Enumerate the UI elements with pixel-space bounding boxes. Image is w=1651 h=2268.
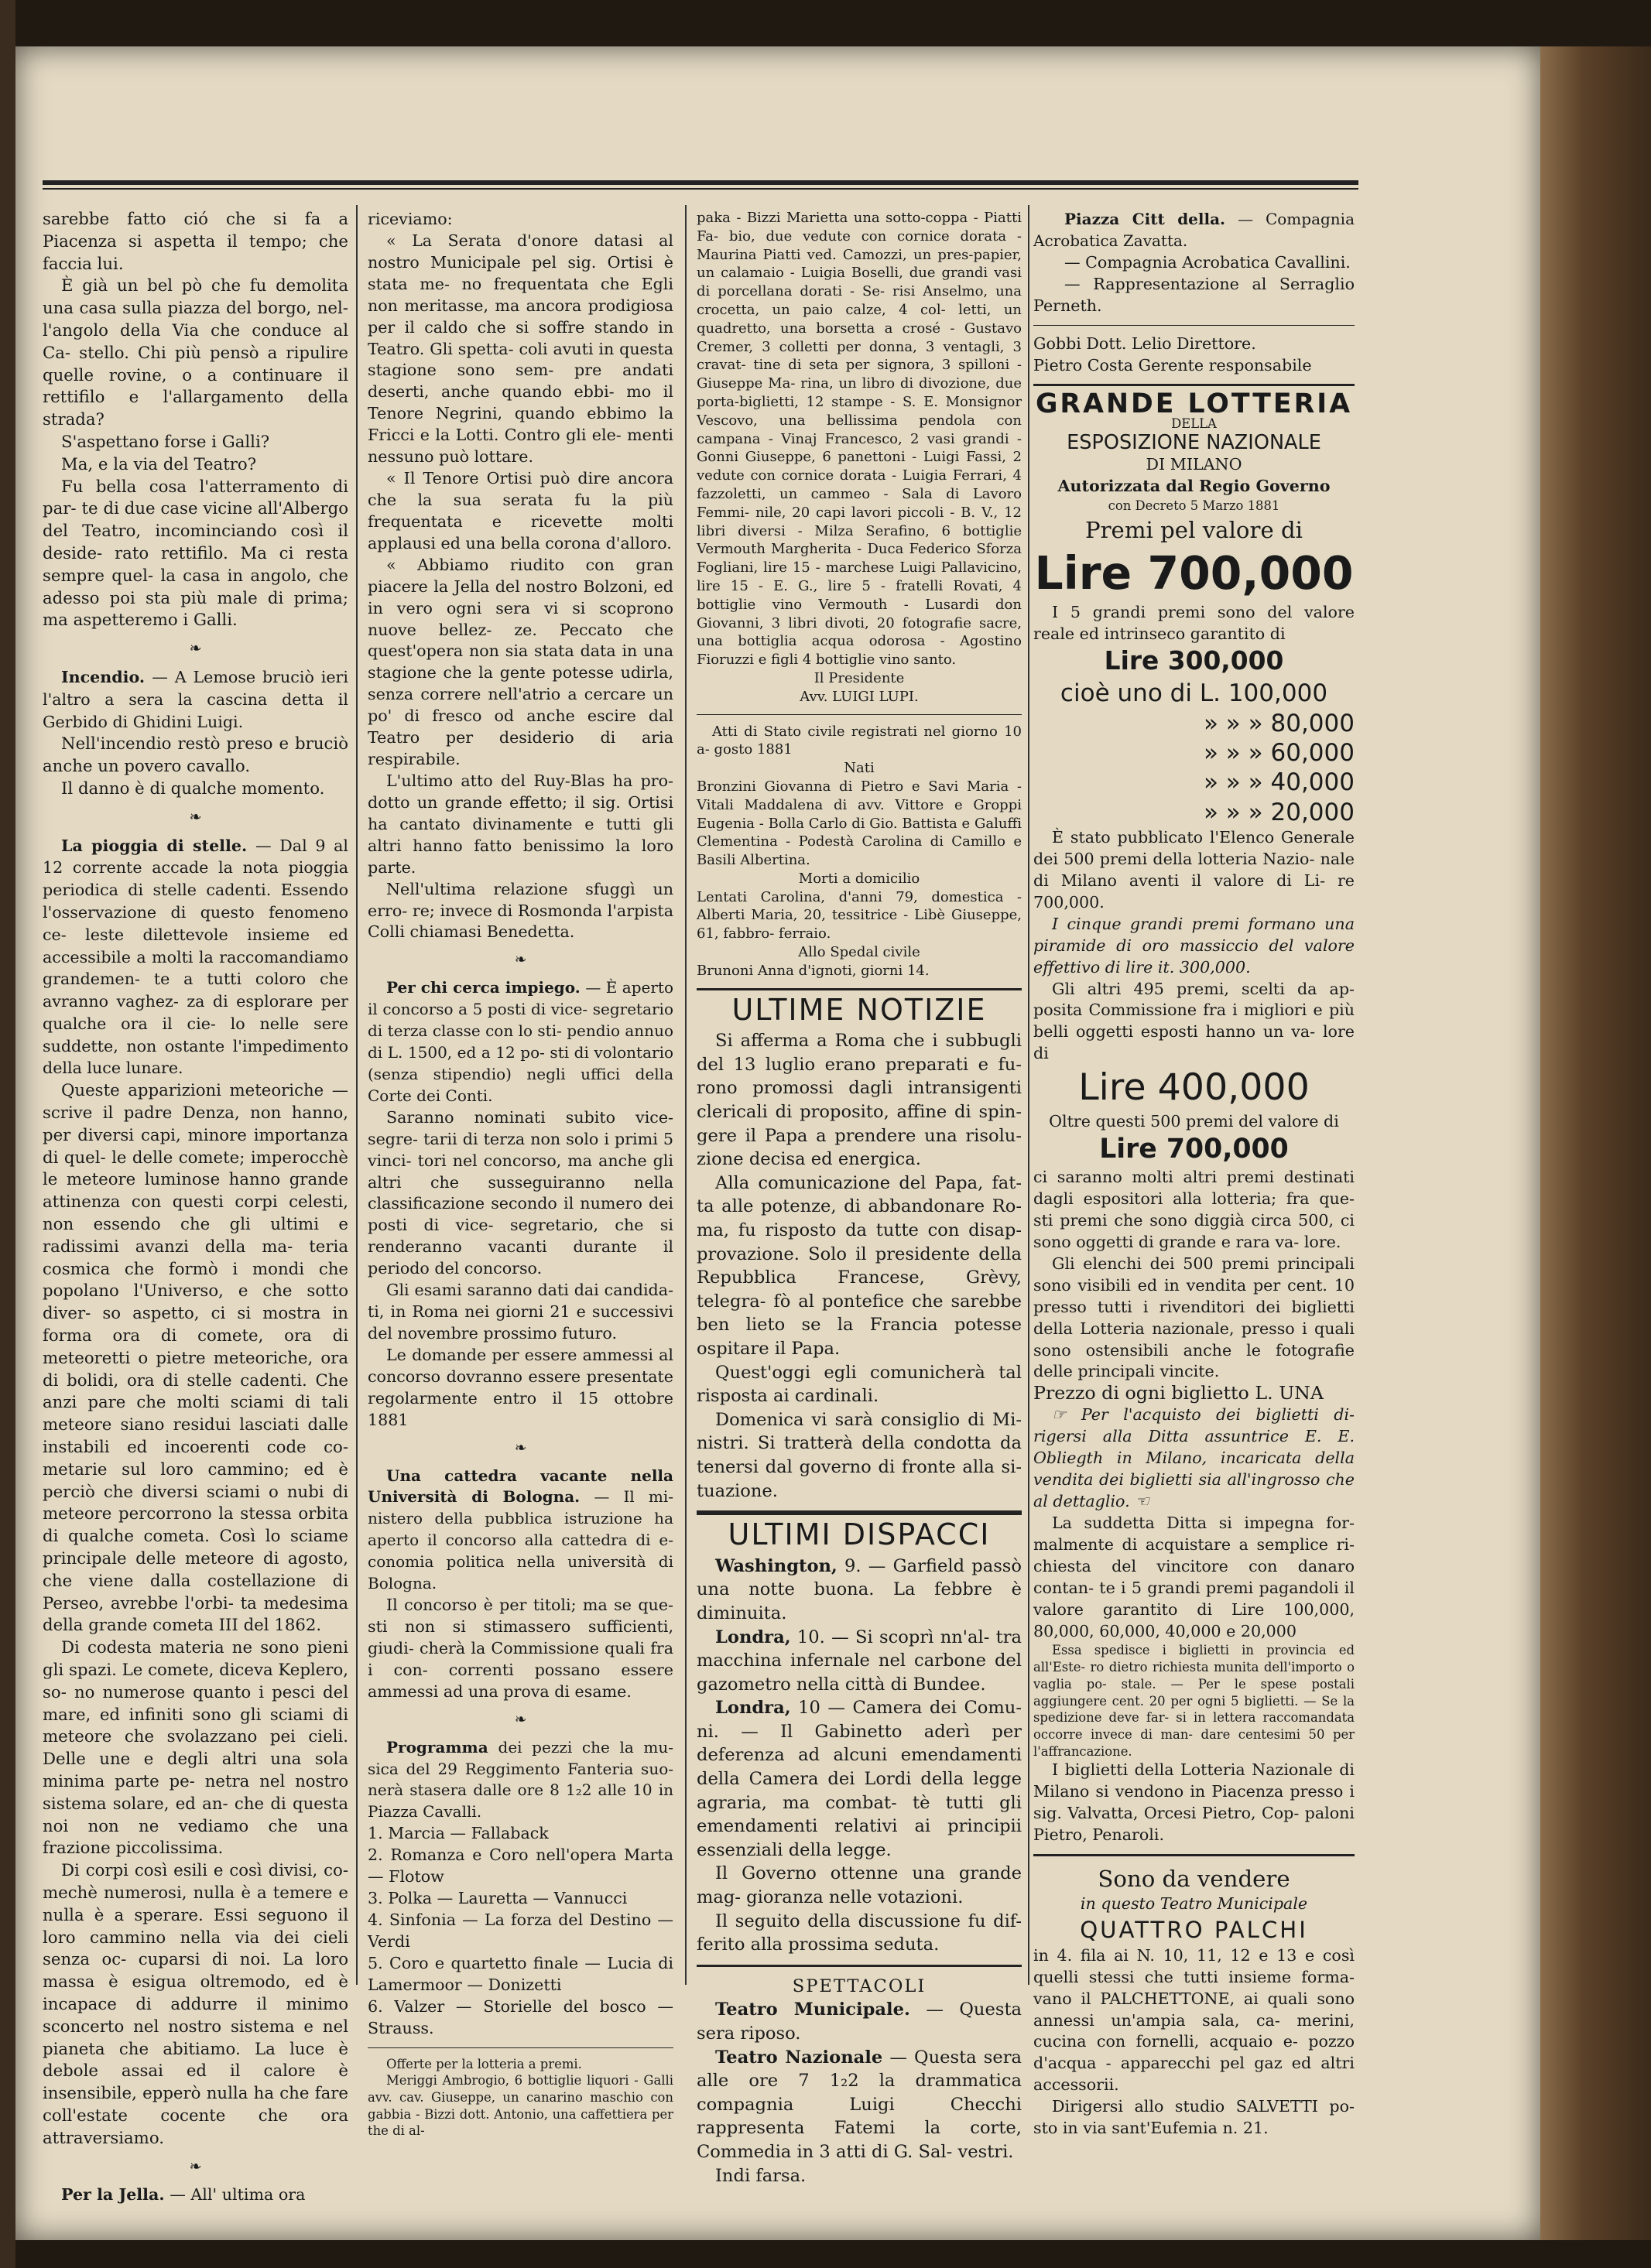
article-text: dei pezzi che la mu- sica del 29 Reggimento Fanteria suo- nerà stasera dalle ore 8 1₂2 alle 10 in Piazza Cavalli. (368, 1737, 673, 1822)
lire-300000: Lire 300,000 (1104, 645, 1284, 676)
program-item: 5. Coro e quartetto finale — Lucia di Lamermoor — Donizetti (368, 1953, 673, 1994)
atti-title: Atti di Stato civile registrati nel giorno 10 a- gosto 1881 (697, 723, 1022, 758)
article-programma (368, 1737, 673, 1824)
prezzo-line: Prezzo di ogni biglietto L. UNA (1033, 1382, 1324, 1404)
ornament: ❧ (514, 952, 527, 969)
page-edge (1540, 46, 1651, 2240)
lire-700000-second: Lire 700,000 (1099, 1134, 1289, 1165)
paragraph: I biglietti della Lotteria Nazionale di Milano si vendono in Piacenza presso i sig. Valvatta, Orcesi Pietro, Cop- paloni Pietro, Penaroli. (1033, 1760, 1355, 1845)
gerente-line: Pietro Costa Gerente responsabile (1033, 355, 1312, 375)
lire-700000-headline: Lire 700,000 (1034, 546, 1354, 600)
divider (1033, 1854, 1355, 1856)
paragraph: Queste apparizioni meteoriche — scrive il padre Denza, non hanno, per diversi capi, minore importanza di quel- le delle comete; imperocchè le meteore luminose hanno grande attinenza con questi corpi celesti, non essendo che gli ultimi e radissimi avanzi della ma- teria cosmica che formò i mondi che popolano l'Universo, e che sotto diver- so aspetto, ci si mostra in forma ora di comete, ora di meteoretti o pietre meteoriche, ora di bolidi, ora di stelle cadenti. Che anzi pare che molti sciami di tali meteore siano residui lasciati dalle instabili ed incoerenti code co- metarie sul loro cammino; ed è perciò che diversi sciami o nubi di meteore percorrono la stessa orbita di qualche cometa. Così lo sciame principale delle meteore di agosto, che viene dalla costellazione di Perseo, avrebbe l'orbi- ta medesima della grande cometa III del 1862. (43, 1081, 348, 1636)
cioe-uno: cioè uno di L. 100,000 (1060, 679, 1328, 707)
sono-da-vendere: Sono da vendere (1098, 1866, 1290, 1893)
lotteria-milano: DI MILANO (1146, 455, 1242, 474)
article-text: — All' ultima ora (170, 2185, 306, 2205)
dispatch-text: 9. — Garfield passò una notte buona. La febbre è diminuita. (697, 1555, 1022, 1623)
lotteria-decreto: con Decreto 5 Marzo 1881 (1108, 498, 1280, 513)
paragraph: Gli esami saranno dati dai candida- ti, in Roma nei giorni 21 e successivi del novembre prossimo futuro. (368, 1281, 673, 1343)
paragraph: È stato pubblicato l'Elenco Generale dei 500 premi della lotteria Nazio- nale di Milano aventi il valore di Li- re 700,000. (1033, 828, 1355, 912)
heading-jella: Per la Jella. (61, 2185, 165, 2205)
premi-label: Premi pel valore di (1084, 516, 1303, 543)
column-divider (1028, 205, 1029, 1985)
heading-cattedra: Una cattedra vacante nella Università di Bologna. (368, 1466, 673, 1507)
paragraph: Dirigersi allo studio SALVETTI po- sto in via sant'Eufemia n. 21. (1033, 2097, 1355, 2138)
article-incendio (43, 667, 348, 734)
divider (697, 1510, 1022, 1515)
divider (697, 988, 1022, 990)
article-text: — A Lemose bruciò ieri l'altro a sera la cascina detta il Gerbido di Ghidini Luigi. (43, 667, 348, 731)
divider (1033, 325, 1355, 326)
esposizione-title: ESPOSIZIONE NAZIONALE (1067, 431, 1321, 455)
paragraph: Saranno nominati subito vice-segre- tarii di terza non solo i primi 5 vinci- tori nel concorso, ma anche gli altri che susseguiranno nella classificazione secondo il numero dei posti di vice- segretario, che si renderanno vacanti durante il periodo del concorso. (368, 1107, 673, 1278)
column-divider (685, 205, 687, 1985)
column-2 (368, 209, 673, 2140)
paragraph: — Rappresentazione al Serraglio Perneth. (1033, 274, 1355, 315)
column-4 (1033, 209, 1355, 2140)
prize-row: » » » 40,000 (1203, 768, 1355, 797)
heading-pioggia: La pioggia di stelle. (61, 836, 248, 855)
paragraph: Le domande per essere ammessi al concorso dovranno essere presentate regolarmente entro il 15 ottobre 1881 (368, 1345, 673, 1429)
show (697, 1998, 1022, 2045)
paragraph: Nell'incendio restò preso e bruciò anche un povero cavallo. (43, 734, 348, 777)
paragraph: « La Serata d'onore datasi al nostro Municipale pel sig. Ortisi è stata me- no frequentata che Egli non meritasse, ma ancora prodigiosa per il caldo che si soffre stando in Teatro. Gli spetta- coli avuti in questa stagione sono sem- pre andati deserti, anche quando ebbi- mo il Tenore Negrini, quando ebbimo la Fricci e la Lotti. Contro gli ele- menti nessuno può lottare. (368, 231, 673, 467)
dispatch-text: 10. — Si scoprì nn'al- tra macchina infernale nel carbone del gazometro nella città di Bundee. (697, 1627, 1022, 1695)
nati-text: Bronzini Giovanna di Pietro e Savi Maria - Vitali Maddalena di avv. Vittore e Groppi Eugenia - Bolla Carlo di Gio. Battista e Galuffi Clementina - Podestà Carolina di Camillo e Basili Albertina. (697, 778, 1022, 869)
morti-text: Lentati Carolina, d'anni 79, domestica - Alberti Maria, 20, tessitrice - Libè Giuseppe, 61, fabbro- ferraio. (697, 888, 1022, 942)
show-text: — Questa sera alle ore 7 1₂2 la drammatica compagnia Luigi Checchi rappresenta Fatemi la corte, Commedia in 3 atti di G. Sal- vestri. (697, 2047, 1022, 2162)
spettacoli-heading: SPETTACOLI (792, 1976, 927, 1996)
divider (1033, 384, 1355, 386)
program-item: 6. Valzer — Storielle del bosco — Strauss. (368, 1996, 673, 2037)
prize-row: » » » 80,000 (1203, 709, 1355, 737)
paragraph: Gli elenchi dei 500 premi principali sono visibili ed in vendita per cent. 10 presso tutti i rivenditori dei biglietti della Lotteria nazionale, presso i quali sono ostensibili anche le fotografie delle principali vincite. (1033, 1254, 1355, 1381)
paragraph: « Abbiamo riudito con gran piacere la Jella del nostro Bolzoni, ed in vero ogni sera vi si scoprono nuove bellez- ze. Peccato che quest'opera non sia stata data in una stagione che la gente potesse udirla, senza correre nell'atrio a cercare un po' di fresco od anche escire dal Teatro per desiderio di aria respirabile. (368, 555, 673, 769)
prize-row: » » » 20,000 (1203, 798, 1355, 826)
paragraph: S'aspettano forse i Galli? (61, 432, 270, 452)
article-impiego (368, 977, 673, 1107)
dispatch-place: Londra, (715, 1698, 791, 1719)
paragraph: La suddetta Ditta si impegna for- malmente di acquistare a semplice ri- chiesta del vincitore con danaro contan- te i 5 grandi premi pagandoli il valore garantito di Lire 100,000, 80,000, 60,000, 40,000 e 20,000 (1033, 1513, 1355, 1640)
ultime-notizie-heading: ULTIME NOTIZIE (731, 992, 987, 1027)
paragraph: ☞ Per l'acquisto dei biglietti di- rigersi alla Ditta assuntrice E. E. Obliegth in Milano, incaricata della vendita dei biglietti sia all'ingrosso che al dettaglio. ☜ (1033, 1405, 1355, 1510)
article-text: — È aperto il concorso a 5 posti di vice- segretario di terza classe con lo sti- pendio annuo di L. 1500, ed a 12 po- sti di volontario (senza stipendio) negli uffici della Corte dei Conti. (368, 978, 673, 1105)
paragraph: riceviamo: (368, 210, 453, 228)
paragraph: ci saranno molti altri premi destinati dagli espositori alla lotteria; fra que- sti premi che sono diggià circa 500, ci sono oggetti di grande e rara va- lore. (1033, 1168, 1355, 1251)
paragraph: Fu bella cosa l'atterramento di par- te di due case vicine all'Albergo del Teatro, incominciando così il deside- rato rettifilo. Ma ci resta sempre quel- la casa in angolo, che adesso poi sta più male di prima; ma aspetteremo i Galli. (43, 477, 348, 631)
ornament: ❧ (189, 809, 202, 826)
show (697, 2046, 1022, 2164)
paragraph: Domenica vi sarà consiglio di Mi- nistri. Si tratterà della condotta da tenersi dal governo di fronte alla si- tuazione. (697, 1409, 1022, 1501)
top-rule (43, 180, 1358, 190)
dispatch (697, 1696, 1022, 1862)
column-3 (697, 209, 1022, 2188)
prize-row: » » » 60,000 (1203, 739, 1355, 768)
book-spine (0, 0, 15, 2268)
dispatch-place: Londra, (715, 1627, 791, 1647)
president-label: Il Presidente (814, 669, 905, 686)
heading-programma: Programma (386, 1737, 488, 1757)
paragraph: — Compagnia Acrobatica Cavallini. (1064, 252, 1351, 272)
program-item: 2. Romanza e Coro nell'opera Marta — Flotow (368, 1846, 673, 1887)
program-item: 3. Polka — Lauretta — Vannucci (368, 1889, 628, 1908)
lire-400000: Lire 400,000 (1078, 1066, 1310, 1110)
divider (697, 714, 1022, 715)
paragraph: Di codesta materia ne sono pieni gli spazi. Le comete, diceva Keplero, so- no numerose quanto i pesci del mare, ed infiniti sono gli sciami di meteore che svolazzano pei cieli. Delle une e degli altri una sola minima parte pe- netra nel nostro sistema solare, ed an- che di questa noi non ne vediamo che una frazione piccolissima. (43, 1638, 348, 1859)
column-divider (356, 205, 358, 1985)
column-1 (43, 209, 348, 2207)
paragraph: Il danno è di qualche momento. (61, 778, 325, 799)
paragraph: I 5 grandi premi sono del valore reale ed intrinseco garantito di (1033, 602, 1355, 643)
article-jella (43, 2184, 348, 2207)
ornament: ❧ (189, 641, 202, 658)
paragraph: sarebbe fatto ció che si fa a Piacenza si aspetta il tempo; che faccia lui. (43, 210, 348, 274)
show-venue: Teatro Municipale. (715, 1999, 910, 2020)
article-text: — Il mi- nistero della pubblica istruzione ha aperto il concorso alla cattedra di e- conomia politica nella università di Bologna. (368, 1487, 673, 1593)
president-name: Avv. LUIGI LUPI. (800, 688, 919, 705)
paragraph: L'ultimo atto del Ruy-Blas ha pro- dotto un grande effetto; il sig. Ortisi ha cantato divinamente e tutti gli altri hanno fatto benissimo la loro parte. (368, 771, 673, 877)
piazza (1033, 209, 1355, 252)
lotteria-della: DELLA (1171, 416, 1217, 432)
offerte-title: Offerte per la lotteria a premi. (386, 2056, 582, 2071)
paragraph: in 4. fila ai N. 10, 11, 12 e 13 e così quelli stessi che tutti insieme forma- vano il PALCHETTONE, ai quali sono annessi un'ampia sala, ca- merini, cucina con fornelli, acquaio e- pozzo d'acqua - apparecchi pel gaz ed altri accessorii. (1033, 1945, 1355, 2095)
lotteria-autorizzata: Autorizzata dal Regio Governo (1057, 476, 1331, 495)
heading-impiego: Per chi cerca impiego. (386, 978, 581, 997)
article-cattedra (368, 1466, 673, 1596)
dispatch (697, 1626, 1022, 1697)
paragraph: Oltre questi 500 premi del valore di (1049, 1112, 1339, 1131)
paragraph: I cinque grandi premi formano una piramide di oro massiccio del valore effettivo di lire it. 300,000. (1033, 914, 1355, 977)
director-line: Gobbi Dott. Lelio Direttore. (1033, 334, 1256, 353)
divider (368, 2047, 673, 2048)
dispatch-place: Washington, (715, 1555, 837, 1576)
spedal-heading: Allo Spedal civile (798, 944, 920, 961)
nati-heading: Nati (844, 760, 875, 777)
program-item: 4. Sinfonia — La forza del Destino — Verdi (368, 1910, 673, 1951)
divider (697, 1965, 1022, 1967)
ornament: ❧ (189, 2158, 202, 2175)
heading-incendio: Incendio. (61, 667, 146, 686)
program-item: 1. Marcia — Fallaback (368, 1824, 549, 1843)
dispatch-text: 10 — Camera dei Comu- ni. — Il Gabinetto aderì per deferenza ad alcuni emendamenti della Camera dei Lordi della legge agraria, ma combat- tè tutti gli emendamenti relativi ai principii essenziali della legge. (697, 1698, 1022, 1860)
paragraph: Si afferma a Roma che i subbugli del 13 luglio erano preparati e fu- rono promossi dagli intransigenti clericali di proposito, affine di spin- gere il Papa a prendere una risolu- zione decisa ed energica. (697, 1031, 1022, 1170)
paragraph: Quest'oggi egli comunicherà tal risposta ai cardinali. (697, 1362, 1022, 1407)
paragraph: Il Governo ottenne una grande mag- gioranza nelle votazioni. (697, 1863, 1022, 1908)
ultimi-dispacci-heading: ULTIMI DISPACCI (728, 1517, 991, 1552)
offerte-continued: paka - Bizzi Marietta una sotto-coppa - Piatti Fa- bio, due vedute con cornice dorata - Maurina Piatti ved. Camozzi, un pres-papier, un calamaio - Luigia Boselli, due grandi vasi di porcellana dorati - Se- risi Anselmo, una crocetta, un paio calze, 4 col- letti, un quadretto, una borsetta a crosé - Gustavo Cremer, 3 colletti per donna, 3 ventagli, 3 cravat- tine di seta per signora, 3 spilloni - Giuseppe Ma- rina, un libro di divozione, due porta-biglietti, 12 stampe - S. E. Monsignor Vescovo, una bellissima pendola con campana - Vinaj Francesco, 2 vasi grandi - Gonni Giuseppe, 6 panettoni - Luigi Fassi, 2 vedute con cornice dorata - Luigia Ferrari, 4 fazzoletti, un cammeo - Sala di Lavoro Femmi- nile, 20 capi lavori piccoli - B. V., 12 libri diversi - Milza Serafino, 6 bottiglie Vermouth Margherita - Duca Federico Sforza Fogliani, lire 15 - marchese Luigi Pallavicino, lire 15 - E. G., lire 5 - fratelli Rovati, 4 bottiglie vino Vermouth - Lusardi don Giovanni, 3 libri divoti, 20 fotografie sacre, una bottiglia acqua odorosa - Agostino Fioruzzi e figli 4 bottiglie vino santo. (697, 210, 1022, 669)
piazza-text: — Compagnia Acrobatica Zavatta. (1033, 210, 1355, 250)
paragraph: Di corpi così esili e così divisi, co- mechè numerosi, nulla è a temere e nulla è a sperare. Essi seguono il loro cammino nella via dei cieli senza oc- cuparsi di noi. La loro massa è esigua oltremodo, ed è incapace di addurre il minimo sconcerto nel nostro sistema e nel pianeta che abitiamo. La luce è debole assai ed il calore è insensibile, epperò nulla ha che fare coll'estate cocente che ora attraversiamo. (43, 1861, 348, 2148)
quattro-palchi: QUATTRO PALCHI (1080, 1917, 1308, 1944)
show-text: — Questa sera riposo. (697, 1999, 1022, 2044)
article-text: — Dal 9 al 12 corrente accade la nota pioggia periodica di stelle cadenti. Essendo l'osservazione di questo fenomeno ce- leste dilettevole insieme ed accessibile a molti la raccomandiamo grandemen- te a tutti coloro che avranno vaghez- za di esplorare per qualche ora il cie- lo nelle sere suddette, non ostante l'impedimento della luce lunare. (43, 836, 348, 1078)
article-pioggia (43, 836, 348, 1081)
paragraph: Alla comunicazione del Papa, fat- ta alle potenze, di abbandonare Ro- ma, fu risposto da tutte con disap- provazione. Solo il presidente della Repubblica Francese, Grèvy, telegra- fò al pontefice che sarebbe ben lieto se la Francia potesse ospitare il Papa. (697, 1172, 1022, 1359)
paragraph: Ma, e la via del Teatro? (61, 454, 257, 474)
paragraph: È già un bel pò che fu demolita una casa sulla piazza del borgo, nel- l'angolo della Via che conduce al Ca- stello. Chi più pensò a ripulire quelle rovine, o a continuare il rettifilo e l'allargamento della strada? (43, 276, 348, 430)
paragraph: Il concorso è per titoli; ma se que- sti non si stimassero sufficienti, giudi- cherà la Commissione quali fra i con- correnti possano essere ammessi ad una prova di esame. (368, 1596, 673, 1701)
ornament: ❧ (514, 1711, 527, 1728)
paragraph: Indi farsa. (715, 2165, 807, 2186)
piazza-venue: Piazza Citt della. (1064, 210, 1226, 228)
ornament: ❧ (514, 1439, 527, 1456)
morti-heading: Morti a domicilio (798, 870, 920, 887)
show-venue: Teatro Nazionale (715, 2047, 883, 2068)
paragraph: Gli altri 495 premi, scelti da ap- posita Commissione fra i migliori e più belli oggetti esposti hanno un va- lore di (1033, 979, 1355, 1063)
paragraph: Il seguito della discussione fu dif- ferito alla prossima seduta. (697, 1911, 1022, 1955)
lotteria-title: GRANDE LOTTERIA (1035, 388, 1353, 420)
paragraph: Essa spedisce i biglietti in provincia ed all'Este- ro dietro richiesta munita dell'importo o vaglia po- stale. — Per le spese postali aggiungere cent. 20 per ogni 5 biglietti. — Se la spedizione deve far- si in lettera raccomandata occorre invece di man- dare centesimi 50 per l'affrancazione. (1033, 1643, 1355, 1759)
paragraph: Nell'ultima relazione sfuggì un erro- re; invece di Rosmonda l'arpista Colli chiamasi Benedetta. (368, 879, 673, 942)
dispatch (697, 1555, 1022, 1626)
paragraph: « Il Tenore Ortisi può dire ancora che la sua serata fu la più frequentata e ricevette molti applausi ed una bella corona d'alloro. (368, 469, 673, 552)
offerte-text: Meriggi Ambrogio, 6 bottiglie liquori - Galli avv. cav. Giuseppe, un canarino maschio con gabbia - Bizzi dott. Antonio, una caffettiera per the di al- (368, 2073, 673, 2139)
spedal-text: Brunoni Anna d'ignoti, giorni 14. (697, 962, 930, 979)
teatro-line: in questo Teatro Municipale (1080, 1894, 1308, 1914)
